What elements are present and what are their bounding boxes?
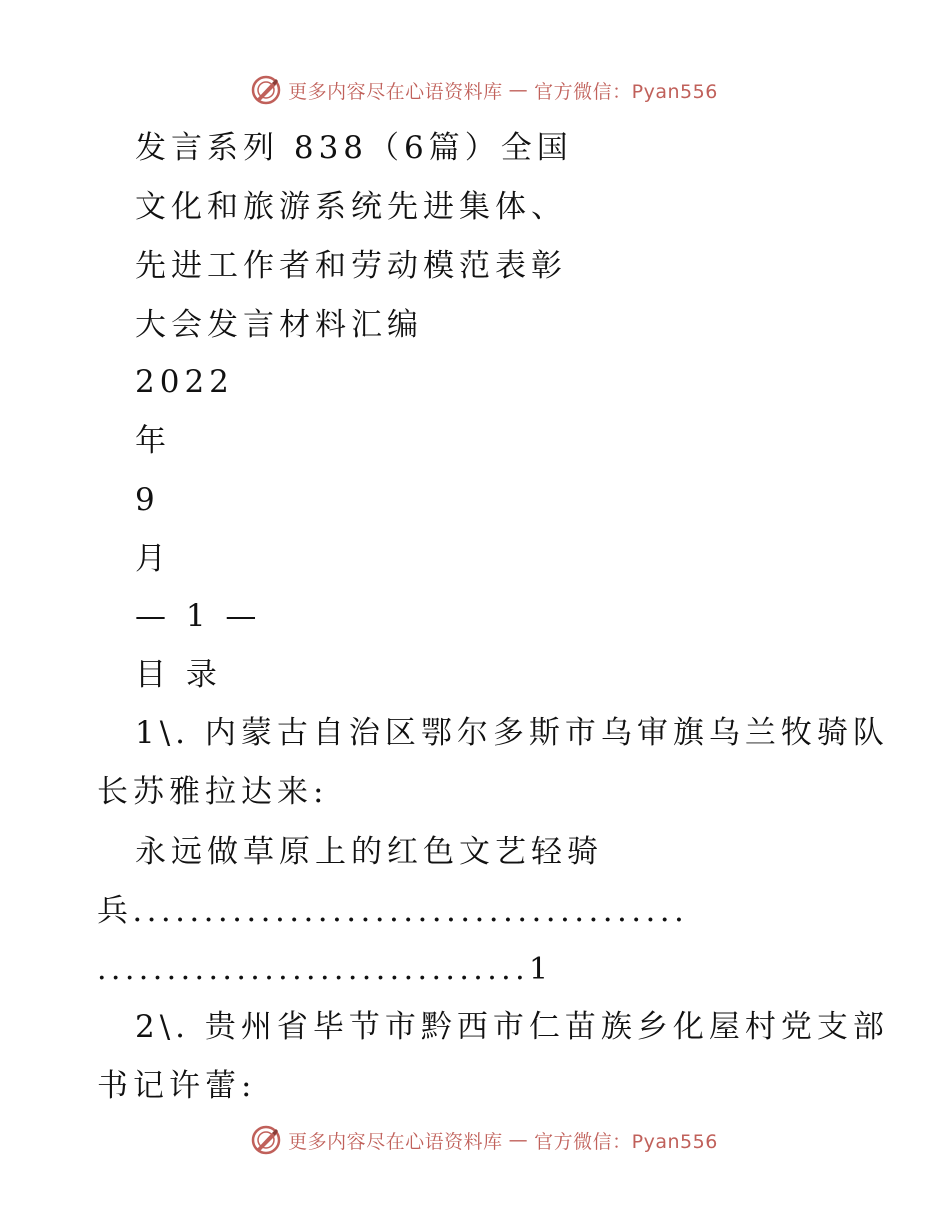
title-line-3: 先进工作者和劳动模范表彰 [135, 248, 567, 284]
title-line-4: 大会发言材料汇编 [135, 307, 423, 343]
watermark-brand-text: 更多内容尽在心语资料库 [288, 1130, 503, 1153]
watermark-brand-text: 更多内容尽在心语资料库 [288, 80, 503, 103]
title-line-2: 文化和旅游系统先进集体、 [135, 189, 567, 225]
watermark-content-bottom [250, 1124, 718, 1156]
page-marker: — 1 — [135, 598, 262, 634]
watermark-banner-top [0, 70, 950, 110]
date-year-unit: 年 [135, 423, 171, 459]
toc-item-2-line-2: 书记许蕾: [97, 1068, 257, 1104]
watermark-banner-bottom [0, 1120, 950, 1160]
toc-heading: 目 录 [135, 657, 222, 693]
date-month: 9 [135, 482, 160, 518]
watermark-wechat-text: 官方微信：Pyan556 [534, 80, 718, 103]
pen-logo-icon [250, 1124, 282, 1156]
toc-item-1-title-tail: 兵....................................... [97, 893, 689, 929]
toc-item-1-title: 永远做草原上的红色文艺轻骑 [135, 834, 603, 870]
pen-logo-icon [250, 74, 282, 106]
watermark-wechat-text: 官方微信：Pyan556 [534, 1130, 718, 1153]
watermark-separator: — [508, 1129, 529, 1151]
toc-item-1-page-number: ...............................1 [97, 952, 553, 987]
toc-item-2-line-1: 2\. 贵州省毕节市黔西市仁苗族乡化屋村党支部 [135, 1009, 889, 1045]
toc-item-1-line-2: 长苏雅拉达来: [97, 774, 329, 810]
watermark-content [250, 74, 718, 106]
title-line-1: 发言系列 838（6篇）全国 [135, 130, 573, 166]
watermark-separator: — [508, 79, 529, 101]
toc-item-1-line-1: 1\. 内蒙古自治区鄂尔多斯市乌审旗乌兰牧骑队 [135, 715, 889, 751]
date-month-unit: 月 [135, 541, 171, 577]
date-year: 2022 [135, 364, 234, 400]
